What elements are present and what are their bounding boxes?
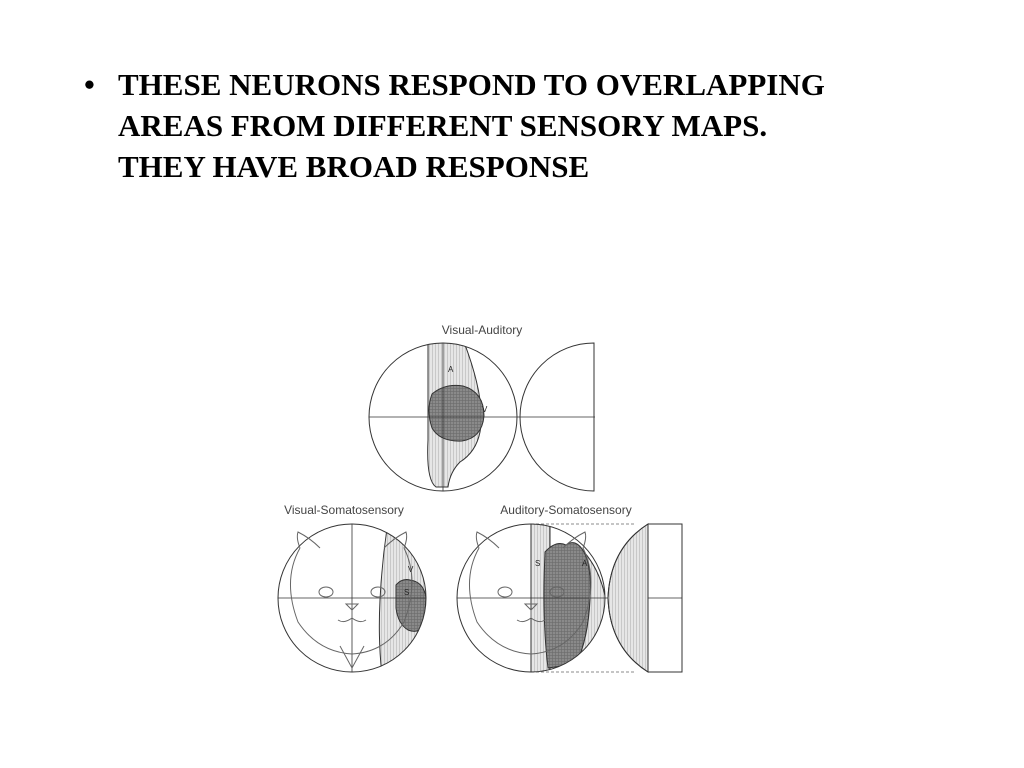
panel-auditory-somatosensory [457, 503, 682, 672]
label-a: A [448, 365, 454, 374]
panel-title-visual-auditory: Visual-Auditory [441, 323, 523, 337]
label-v: V [482, 405, 488, 414]
label-s: S [535, 559, 541, 568]
label-v: V [408, 565, 414, 574]
auditory-hemifield-shaded [608, 524, 648, 672]
bullet-symbol: • [84, 67, 95, 102]
label-a: A [582, 559, 588, 568]
panel-visual-auditory [369, 323, 595, 491]
visual-auditory-overlap-region [429, 385, 484, 441]
panel-title-auditory-somatosensory: Auditory-Somatosensory [500, 503, 632, 517]
bullet-text: THESE NEURONS RESPOND TO OVERLAPPING AREAS FROM DIFFERENT SENSORY MAPS. THEY HAVE BROAD RESPONSE [118, 67, 825, 184]
panel-title-visual-somatosensory: Visual-Somatosensory [284, 503, 404, 517]
panel-visual-somatosensory [278, 503, 430, 675]
label-s: S [404, 588, 410, 597]
